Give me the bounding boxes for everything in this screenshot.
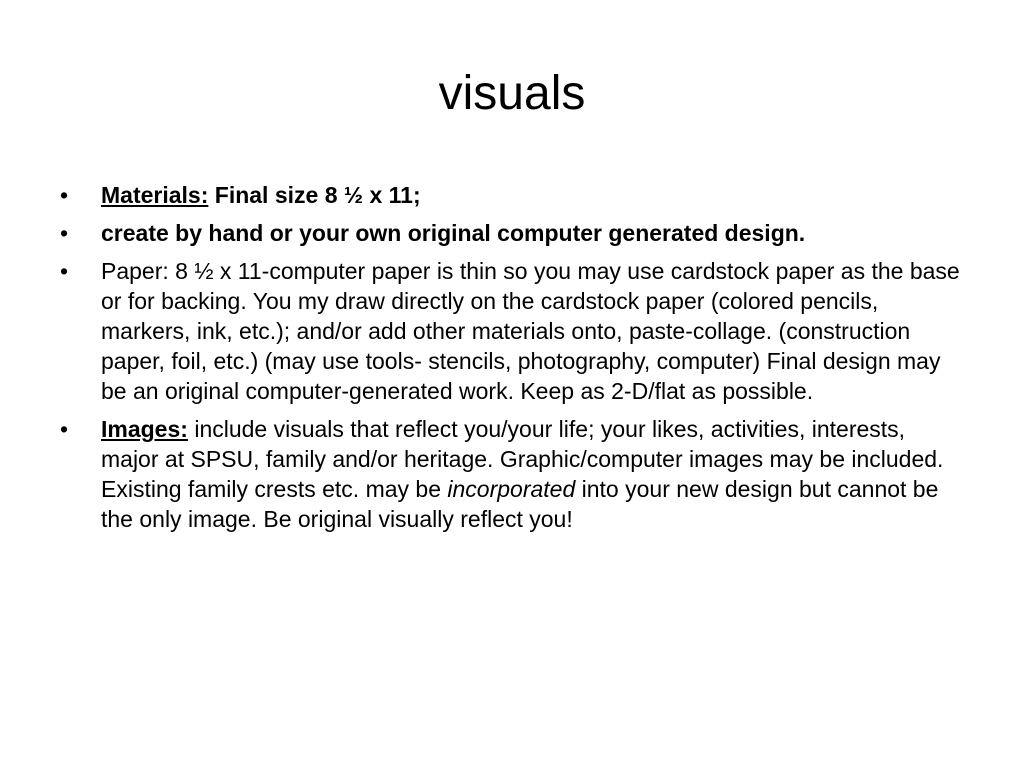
materials-text: Final size 8 ½ x 11;: [208, 182, 421, 208]
slide-title: visuals: [438, 67, 586, 120]
images-text-after: into your new design but cannot be the only image. Be original visually reflect you!: [101, 476, 939, 532]
materials-label: Materials:: [101, 182, 209, 208]
paper-text: Paper: 8 ½ x 11-computer paper is thin so you may use cardstock paper as the base or for backing. You my draw directly on the cardstock paper (colored pencils, markers, ink, etc.); and/or add other materials onto, paste-collage. (construction paper, foil, etc.) (may use tools- stencils, photography, computer) Final design may be an original computer-generated work. Keep as 2-D/flat as possible.: [101, 258, 960, 404]
bullet-item-materials: [60, 180, 960, 210]
images-label: Images:: [101, 416, 188, 442]
bullet-item-paper: [60, 256, 960, 406]
bullet-icon: •: [60, 258, 69, 284]
bullet-icon: •: [60, 416, 69, 442]
bullet-icon: •: [60, 182, 69, 208]
images-emphasis: incorporated: [447, 476, 576, 502]
bullet-item-create: [60, 218, 960, 248]
images-text-before: include visuals that reflect you/your life; your likes, activities, interests, major at SPSU, family and/or heritage. Graphic/computer images may be included. Existing family crests etc. may be: [101, 416, 944, 502]
bullet-list: [60, 180, 960, 542]
create-text: create by hand or your own original computer generated design.: [101, 220, 806, 246]
bullet-icon: •: [60, 220, 69, 246]
bullet-item-images: [60, 414, 960, 534]
